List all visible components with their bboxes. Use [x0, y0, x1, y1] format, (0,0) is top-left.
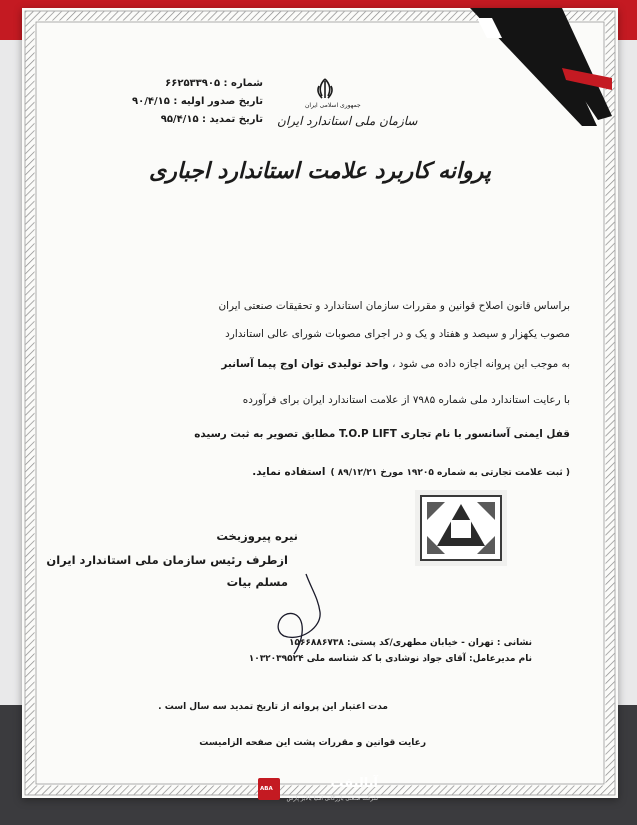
brand-name: آبالیفت [330, 776, 378, 791]
closing-phrase: استفاده نماید. [252, 466, 326, 478]
renewal-date: تاریخ تمدید : ۹۵/۴/۱۵ [160, 114, 263, 125]
republic-label: جمهوری اسلامی ایران [305, 102, 361, 109]
address-line: نشانی : تهران - خیابان مطهری/کد پستی: ۱۵۶۶۸۸۶۷۳۸ [288, 638, 532, 648]
body-line-2: مصوب یکهزار و سیصد و هفتاد و یک و در اجرای مصوبات شورای عالی استاندارد [225, 328, 570, 340]
certificate-document [22, 8, 618, 798]
brand-mark-text: ABA [260, 786, 273, 792]
company-name: واحد تولیدی توان اوج پیما آسانبر [221, 358, 389, 370]
permission-text: به موجب این پروانه اجازه داده می شود ، [392, 358, 570, 370]
body-line-3 [221, 358, 570, 370]
iran-emblem-icon [315, 78, 335, 100]
corner-ribbon-icon [470, 8, 612, 126]
body-line-1: براساس قانون اصلاح قوانین و مقررات سازمان استاندارد و تحقیقات صنعتی ایران [218, 300, 570, 312]
trademark-note: ( ثبت علامت تجارتی به شماره ۱۹۲۰۵ مورخ ۸۹/۱۲/۲۱ ) [330, 468, 570, 478]
on-behalf-line: ازطرف رئیس سازمان ملی استاندارد ایران [46, 553, 288, 567]
body-line-4: با رعایت استاندارد ملی شماره ۷۹۸۵ از علامت استاندارد ایران برای فرآورده [242, 394, 570, 406]
ceo-line: نام مدیرعامل: آقای جواد نوشادی با کد شناسه ملی ۱۰۳۲۰۳۹۵۲۴ [248, 654, 532, 664]
signatory-name: نیره پیروزبخت [216, 529, 298, 543]
certificate-title: پروانه کاربرد علامت استاندارد اجباری [148, 158, 492, 184]
body-line-6 [252, 460, 570, 479]
issue-date: تاریخ صدور اولیه : ۹۰/۴/۱۵ [132, 96, 263, 107]
brand-tagline: شرکت صنعتی بازرگانی آسیا بالابر پارس [286, 796, 378, 802]
stamp-name: مسلم بیات [226, 575, 288, 589]
organization-name: سازمان ملی استاندارد ایران [277, 114, 418, 128]
certificate-number: شماره : ۶۶۲۵۳۳۹۰۵ [165, 78, 263, 89]
rules-note: رعایت قوانین و مقررات پشت این صفحه الزامیست [199, 738, 426, 748]
brand-mark-icon [258, 778, 280, 800]
standard-mark-image [415, 490, 507, 566]
validity-note: مدت اعتبار این پروانه از تاریخ تمدید سه سال است . [158, 702, 388, 712]
body-line-5: قفل ایمنی آسانسور با نام تجاری T.O.P LIFT مطابق تصویر به ثبت رسیده [194, 428, 570, 440]
brand-logo [258, 774, 378, 810]
